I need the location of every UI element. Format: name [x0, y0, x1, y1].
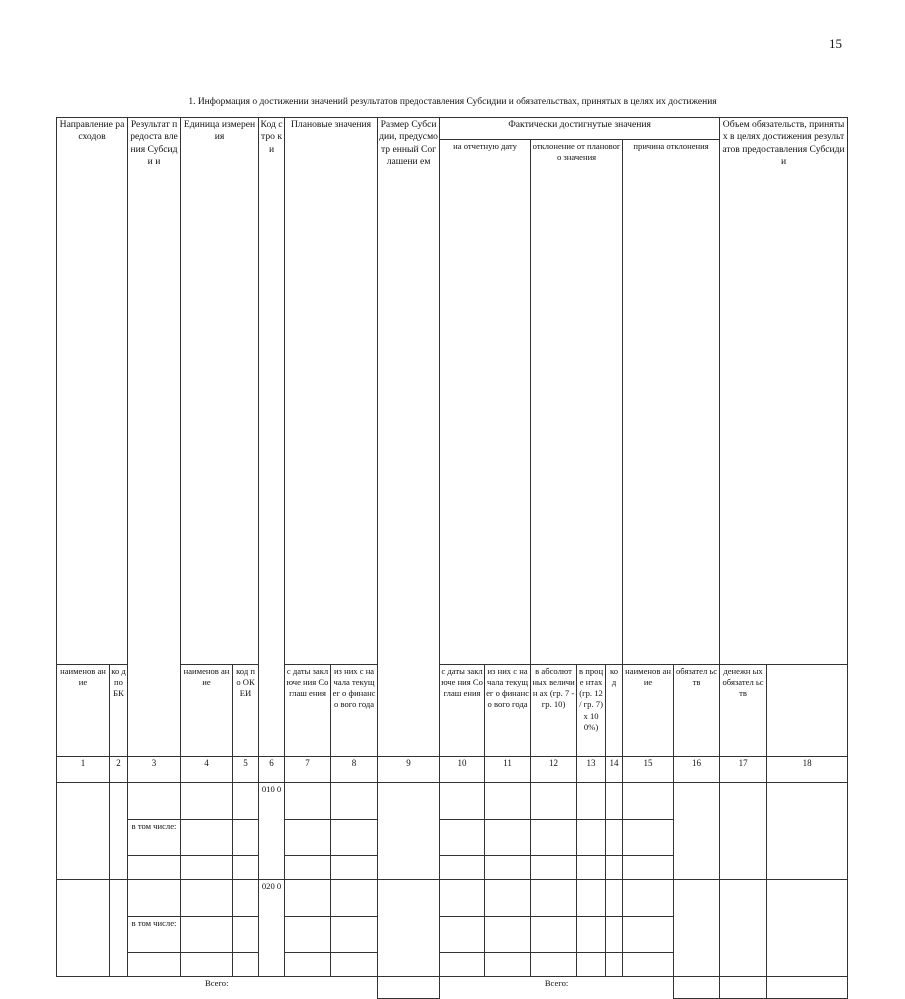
cell [606, 952, 623, 976]
cell [440, 819, 485, 855]
cell [485, 952, 531, 976]
cell [110, 879, 128, 976]
colnum-7: 7 [285, 756, 331, 782]
cell [285, 819, 331, 855]
colnum-3: 3 [128, 756, 181, 782]
cell [485, 819, 531, 855]
hdr-plan-from: с даты заключе ния Соглаш ения [285, 664, 331, 756]
hdr-deviation-reason: причина отклонения [623, 140, 720, 665]
colnum-10: 10 [440, 756, 485, 782]
hdr-actual: Фактически достигнутые значения [440, 118, 720, 140]
cell [331, 952, 378, 976]
cell [233, 916, 259, 952]
cell [720, 879, 767, 976]
cell [531, 782, 577, 819]
colnum-13: 13 [577, 756, 606, 782]
cell [767, 782, 848, 879]
including-label: в том числе: [128, 916, 181, 952]
hdr-reason-name: наименов ание [623, 664, 674, 756]
colnum-18: 18 [767, 756, 848, 782]
cell [577, 819, 606, 855]
colnum-17: 17 [720, 756, 767, 782]
row-code-0100: 010 0 [259, 782, 285, 879]
colnum-1: 1 [57, 756, 110, 782]
cell [181, 916, 233, 952]
hdr-direction: Направление расходов [57, 118, 128, 665]
cell [331, 819, 378, 855]
cell [606, 819, 623, 855]
colnum-12: 12 [531, 756, 577, 782]
cell [440, 952, 485, 976]
cell [233, 782, 259, 819]
totals-row [57, 976, 848, 998]
cell [440, 855, 485, 879]
cell [285, 879, 331, 916]
cell [577, 782, 606, 819]
cell [623, 855, 674, 879]
hdr-row-code: Код стро ки [259, 118, 285, 757]
cell [57, 879, 110, 976]
total-unused-cell [767, 976, 848, 998]
table-row [57, 782, 848, 819]
hdr-reason-code: ко д [606, 664, 623, 756]
cell [331, 855, 378, 879]
cell [531, 819, 577, 855]
results-table [56, 117, 848, 999]
cell [531, 952, 577, 976]
hdr-dev-pct: в проце нтах (гр. 12 / гр. 7) х 100%) [577, 664, 606, 756]
cell [233, 819, 259, 855]
cell [577, 879, 606, 916]
cell [181, 819, 233, 855]
hdr-on-report-date: на отчетную дату [440, 140, 531, 665]
cell [623, 952, 674, 976]
colnum-2: 2 [110, 756, 128, 782]
cell [577, 952, 606, 976]
header-row-1 [57, 118, 848, 140]
hdr-fact-current: из них с начала текущег о финансо вого года [485, 664, 531, 756]
total-obl-money-cell [720, 976, 767, 998]
cell [577, 855, 606, 879]
cell [531, 879, 577, 916]
cell [110, 782, 128, 879]
total-subsidy-cell [378, 976, 440, 998]
cell [285, 855, 331, 879]
colnum-14: 14 [606, 756, 623, 782]
hdr-obl-liab: обязател ьств [674, 664, 720, 756]
hdr-obl-money: денежн ых обязател ьств [720, 664, 767, 756]
including-label: в том числе: [128, 819, 181, 855]
cell [331, 782, 378, 819]
cell [531, 855, 577, 879]
hdr-unit: Единица измерения [181, 118, 259, 665]
section-title: 1. Информация о достижении значений результатов предоставления Субсидии и обязательствах, принятых в целях их достижения [188, 97, 717, 107]
cell [674, 782, 720, 879]
cell [485, 879, 531, 916]
cell [485, 916, 531, 952]
cell [181, 855, 233, 879]
total-label-1: Всего: [57, 976, 378, 998]
hdr-result: Результат предоста вления Субсиди и [128, 118, 181, 757]
colnum-9: 9 [378, 756, 440, 782]
cell [181, 782, 233, 819]
cell [623, 879, 674, 916]
cell [440, 782, 485, 819]
row-code-0200: 020 0 [259, 879, 285, 976]
hdr-dir-code: ко д по БК [110, 664, 128, 756]
colnum-5: 5 [233, 756, 259, 782]
cell [57, 782, 110, 879]
cell [233, 855, 259, 879]
hdr-obligations: Объем обязательств, принятых в целях достижения результатов предоставления Субсидии [720, 118, 848, 665]
cell [577, 916, 606, 952]
cell [181, 952, 233, 976]
total-label-2: Всего: [440, 976, 674, 998]
cell [285, 782, 331, 819]
cell [485, 855, 531, 879]
hdr-dev-abs: в абсолют ных величин ах (гр. 7 - гр. 10) [531, 664, 577, 756]
cell [623, 916, 674, 952]
cell [606, 879, 623, 916]
cell [128, 782, 181, 819]
colnum-16: 16 [674, 756, 720, 782]
table-row [57, 879, 848, 916]
cell [531, 916, 577, 952]
cell [285, 916, 331, 952]
cell [440, 916, 485, 952]
cell [233, 952, 259, 976]
hdr-subsidy-size: Размер Субсидии, предусмотр енный Соглашени ем [378, 118, 440, 757]
colnum-15: 15 [623, 756, 674, 782]
cell [720, 782, 767, 879]
cell [128, 879, 181, 916]
colnum-4: 4 [181, 756, 233, 782]
cell [233, 879, 259, 916]
cell [128, 952, 181, 976]
cell [623, 819, 674, 855]
cell [181, 879, 233, 916]
cell [606, 916, 623, 952]
cell [674, 879, 720, 976]
hdr-planned: Плановые значения [285, 118, 378, 665]
total-obl-liab-cell [674, 976, 720, 998]
cell [485, 782, 531, 819]
hdr-deviation: отклонение от планового значения [531, 140, 623, 665]
hdr-unit-name: наименов ание [181, 664, 233, 756]
column-numbers-row [57, 756, 848, 782]
cell [606, 782, 623, 819]
colnum-6: 6 [259, 756, 285, 782]
hdr-plan-current: из них с начала текущег о финансо вого года [331, 664, 378, 756]
cell [285, 952, 331, 976]
cell [331, 879, 378, 916]
colnum-8: 8 [331, 756, 378, 782]
cell [378, 782, 440, 879]
hdr-unit-okei: код по ОК ЕИ [233, 664, 259, 756]
cell [606, 855, 623, 879]
cell [378, 879, 440, 976]
page-number: 15 [829, 36, 842, 51]
hdr-fact-from: с даты заключе ния Соглаш ения [440, 664, 485, 756]
colnum-11: 11 [485, 756, 531, 782]
cell [767, 879, 848, 976]
cell [623, 782, 674, 819]
hdr-dir-name: наименов ание [57, 664, 110, 756]
cell [128, 855, 181, 879]
cell [440, 879, 485, 916]
cell [331, 916, 378, 952]
